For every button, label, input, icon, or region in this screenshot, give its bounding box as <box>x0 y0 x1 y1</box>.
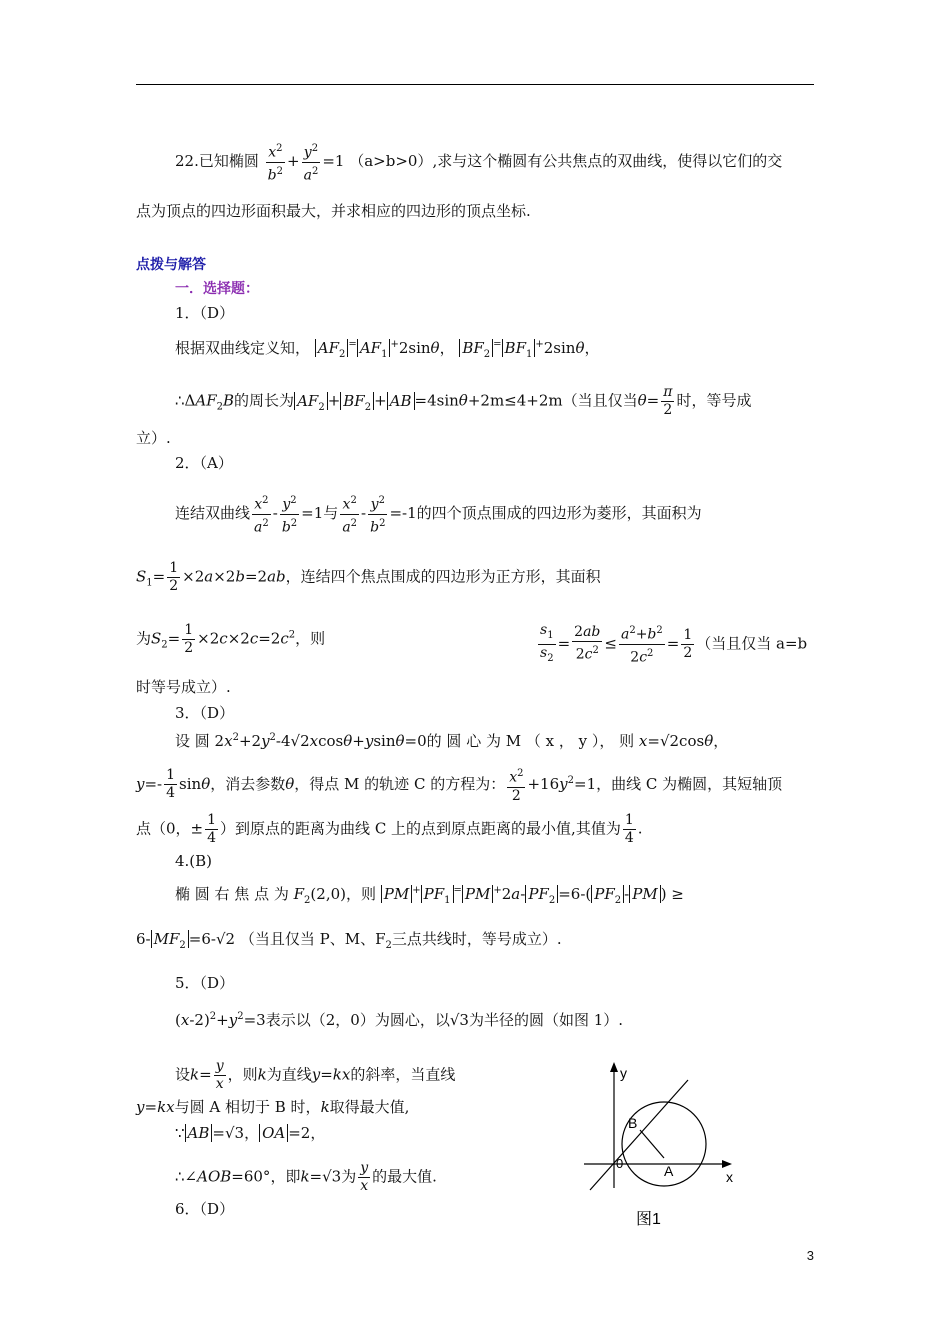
answer-3-line2: y=- $\frac{1}{4}$ sinθ，消去参数θ，得点 M 的轨迹 C 的方程为： $\frac{x^2}{2}$ $+16y^2=1$，曲线 C 为椭圆，其短轴顶 <box>136 767 783 804</box>
answer-4-line2: 6- $MF_2 =6-√2$ （当且仅当 P、M、$F_2$三点共线时，等号成立）. <box>136 930 562 951</box>
label-o: 0 <box>616 1156 624 1171</box>
radius-ab <box>640 1130 664 1158</box>
answer-5-line5: ∴∠AOB=60°，即k=√3为 $\frac{y}{x}$ 的最大值. <box>175 1160 437 1194</box>
problem-22-line1: 22.已知椭圆 $\frac{x^2}{b^2}$ + $\frac{y^2}{a^2}$ =1 （a>b>0）,求与这个椭圆有公共焦点的双曲线，使得以它们的交 <box>175 140 782 184</box>
answer-2-line2: $S_1=$ $\frac{1}{2}$ ×2a×2b=2ab，连结四个焦点围成的四边形为正方形，其面积 <box>136 560 601 594</box>
header-rule <box>136 84 814 85</box>
answer-2-line1: 连结双曲线 $\frac{x^2}{a^2}$ - $\frac{y^2}{b^2}$ =1与 $\frac{x^2}{a^2}$ - $\frac{y^2}{b^2}$ =-1的四个顶点围成的四边形为菱形，其面积为 <box>175 495 702 536</box>
answer-2-line3: 为$S_2=$ $\frac{1}{2}$ $\times 2c\times 2c=2c^2$，则 <box>136 622 326 656</box>
ellipse-term-y: $\frac{y^2}{a^2}$ <box>303 143 319 184</box>
answer-1-line3: 立）. <box>136 429 171 447</box>
answer-1-line2: $\therefore\Delta AF_2B$的周长为 $AF_2 + BF_2$ + AB =4sinθ+2m≤4+2m（当且仅当θ= $\frac{\pi}{2}$ 时，等号成 <box>175 384 752 418</box>
label-a: A <box>664 1163 674 1179</box>
ellipse-term-x: $\frac{x^2}{b^2}$ <box>267 143 283 184</box>
problem-22-line2: 点为顶点的四边形面积最大，并求相应的四边形的顶点坐标. <box>136 202 531 220</box>
answer-5-line3: y=kx与圆 A 相切于 B 时，k取得最大值, <box>136 1098 410 1116</box>
answer-3-line1: 设 圆 $2x^2+2y^2-4√2xcos\theta+ysin\theta=0$的 圆 心 为 M （ x ， y ）， 则 x=√2cosθ， <box>175 732 729 750</box>
answer-1-label: 1．（D） <box>175 304 235 322</box>
label-b: B <box>628 1115 638 1131</box>
answer-3-line3: 点（0，± $\frac{1}{4}$ ）到原点的距离为曲线 C 上的点到原点距离的最小值,其值为 $\frac{1}{4}$ . <box>136 812 643 846</box>
label-y: y <box>620 1065 627 1081</box>
answer-5-line4: ∵ AB =√3， OA =2， <box>175 1124 326 1142</box>
section-title: 点拨与解答 <box>136 257 206 273</box>
answer-4-label: 4.(B) <box>175 852 213 870</box>
y-arrow-icon <box>610 1062 618 1072</box>
answer-1-line1: 根据双曲线定义知， $AF_2^=$ $AF_1^+2\sin\theta$， $BF_2^=$ $BF_1^+2\sin\theta$， <box>175 339 600 360</box>
answer-5-line2: 设k= $\frac{y}{x}$ ，则k为直线y=kx的斜率，当直线 <box>175 1058 456 1092</box>
figure-1 <box>580 1060 760 1240</box>
answer-6-label: 6．（D） <box>175 1200 235 1218</box>
answer-4-line1: 椭 圆 右 焦 点 为 $F_2(2,0)$，则 PM + $PF_1^=$ PM +2a- $PF_2 =6-$( $PF_2$ - PM ) ≥ <box>175 885 684 906</box>
answer-2-label: 2．（A） <box>175 454 233 472</box>
figure-caption: 图1 <box>636 1211 661 1228</box>
answer-2-ratio: $\frac{s_1}{s_2}$ = $\frac{2ab}{2c^2}$ ≤ $\frac{a^2+b^2}{2c^2}$ = $\frac{1}{2}$ （当且仅当 a=b <box>540 622 808 666</box>
sub-title: 一．选择题： <box>175 281 259 297</box>
page-number: 3 <box>806 1248 814 1263</box>
answer-5-label: 5．（D） <box>175 974 235 992</box>
label-x: x <box>726 1169 733 1185</box>
x-arrow-icon <box>722 1160 732 1168</box>
answer-3-label: 3．（D） <box>175 704 235 722</box>
answer-5-line1: $(x-2)^2+y^2=3$表示以（2，0）为圆心，以√3为半径的圆（如图 1）. <box>175 1011 624 1029</box>
answer-2-line4: 时等号成立）. <box>136 678 231 696</box>
